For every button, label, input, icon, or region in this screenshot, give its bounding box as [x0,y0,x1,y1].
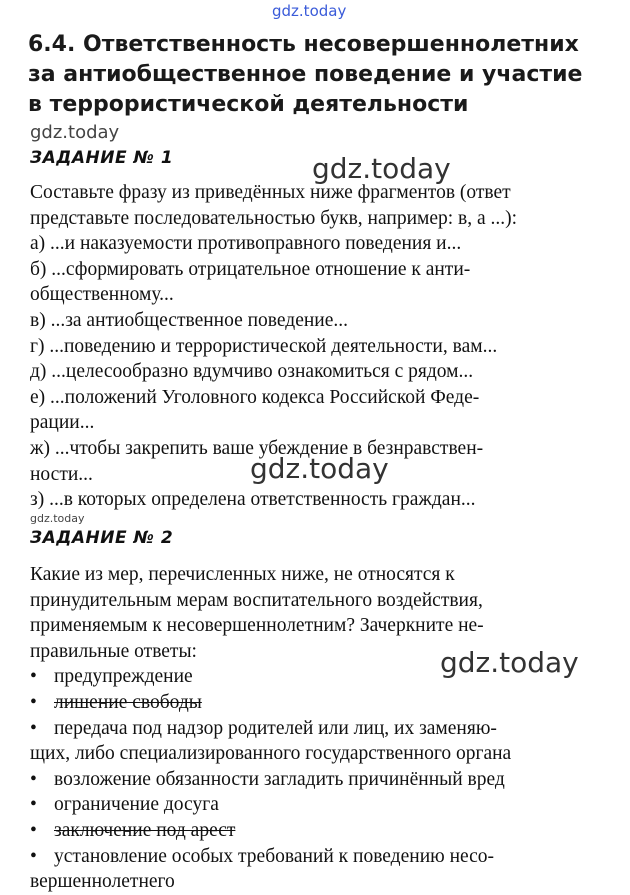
task-1-intro-line-2: представьте последовательностью букв, например: в, а ...): [30,207,518,229]
bullet-icon: • [30,768,37,790]
task-2-intro-line-1: Какие из мер, перечисленных ниже, не относятся к [30,564,455,585]
bullet-icon: • [30,819,37,841]
task-1-fragment: д) ...целесообразно вдумчиво ознакомиться с рядом... [30,361,474,383]
task-2-option-text: передача под надзор родителей или лиц, их заменяю- [54,717,497,739]
watermark-tiny: gdz.today [30,512,85,525]
watermark-small: gdz.today [30,122,120,143]
bullet-icon: • [30,794,37,816]
task-2-option [30,844,620,870]
task-2-option-continuation: вершеннолетнего [30,871,175,893]
section-title-line-1: 6.4. Ответственность несовершеннолетних [28,32,579,57]
task-1-fragment: общественному... [30,284,174,306]
task-1-intro-line-1: Составьте фразу из приведённых ниже фрагментов (ответ [30,182,511,203]
task-2-option-struck [30,818,620,844]
task-1-body [30,180,620,513]
task-2-option-continuation: щих, либо специализированного государственного органа [30,743,512,765]
task-1-fragment: ности... [30,463,93,485]
bullet-icon: • [30,717,37,739]
task-2-option-text: возложение обязанности загладить причинённый вред [54,768,505,790]
watermark-mid-3: gdz.today [440,646,579,679]
section-title-line-2: за антиобщественное поведение и участие [28,62,583,87]
task-2-option-struck [30,690,620,716]
task-2-option-text: установление особых требований к поведению несо- [54,845,495,867]
bullet-icon: • [30,845,37,867]
task-2-intro-line-3: применяемым к несовершеннолетним? Зачеркните не- [30,615,484,637]
task-2-intro-line-4: правильные ответы: [30,640,197,662]
task-2-option [30,716,620,742]
task-2-intro-line-2: принудительным мерам воспитательного воздействия, [30,589,483,611]
bullet-icon: • [30,666,37,688]
task-1-fragment: рации... [30,412,95,434]
task-2-option-text: заключение под арест [54,819,236,841]
task-2-option [30,792,620,818]
task-1-fragment: г) ...поведению и террористической деятельности, вам... [30,335,498,357]
task-1-fragment: а) ...и наказуемости противоправного поведения и... [30,233,462,255]
task-1-fragment: е) ...положений Уголовного кодекса Российской Феде- [30,386,480,408]
task-2-option [30,767,620,793]
section-title [28,30,618,120]
bullet-icon: • [30,691,37,713]
task-2-option-text: предупреждение [54,666,193,688]
task-1-fragment: б) ...сформировать отрицательное отношение к анти- [30,258,471,280]
watermark-mid-1: gdz.today [312,152,451,185]
watermark-top: gdz.today [272,2,347,20]
section-title-line-3: в террористической деятельности [28,92,469,117]
task-1-fragment: в) ...за антиобщественное поведение... [30,309,349,331]
watermark-mid-2: gdz.today [250,452,389,485]
task-1-heading: ЗАДАНИЕ № 1 [30,148,174,168]
task-1-fragment: ж) ...чтобы закрепить ваше убеждение в безнравствен- [30,437,484,459]
task-1-fragment: з) ...в которых определена ответственность граждан... [30,489,476,511]
task-2-heading: ЗАДАНИЕ № 2 [30,528,174,548]
task-2-body [30,562,620,895]
task-2-option-text: лишение свободы [54,691,202,713]
task-2-option-text: ограничение досуга [54,794,219,816]
task-2-option [30,664,620,690]
